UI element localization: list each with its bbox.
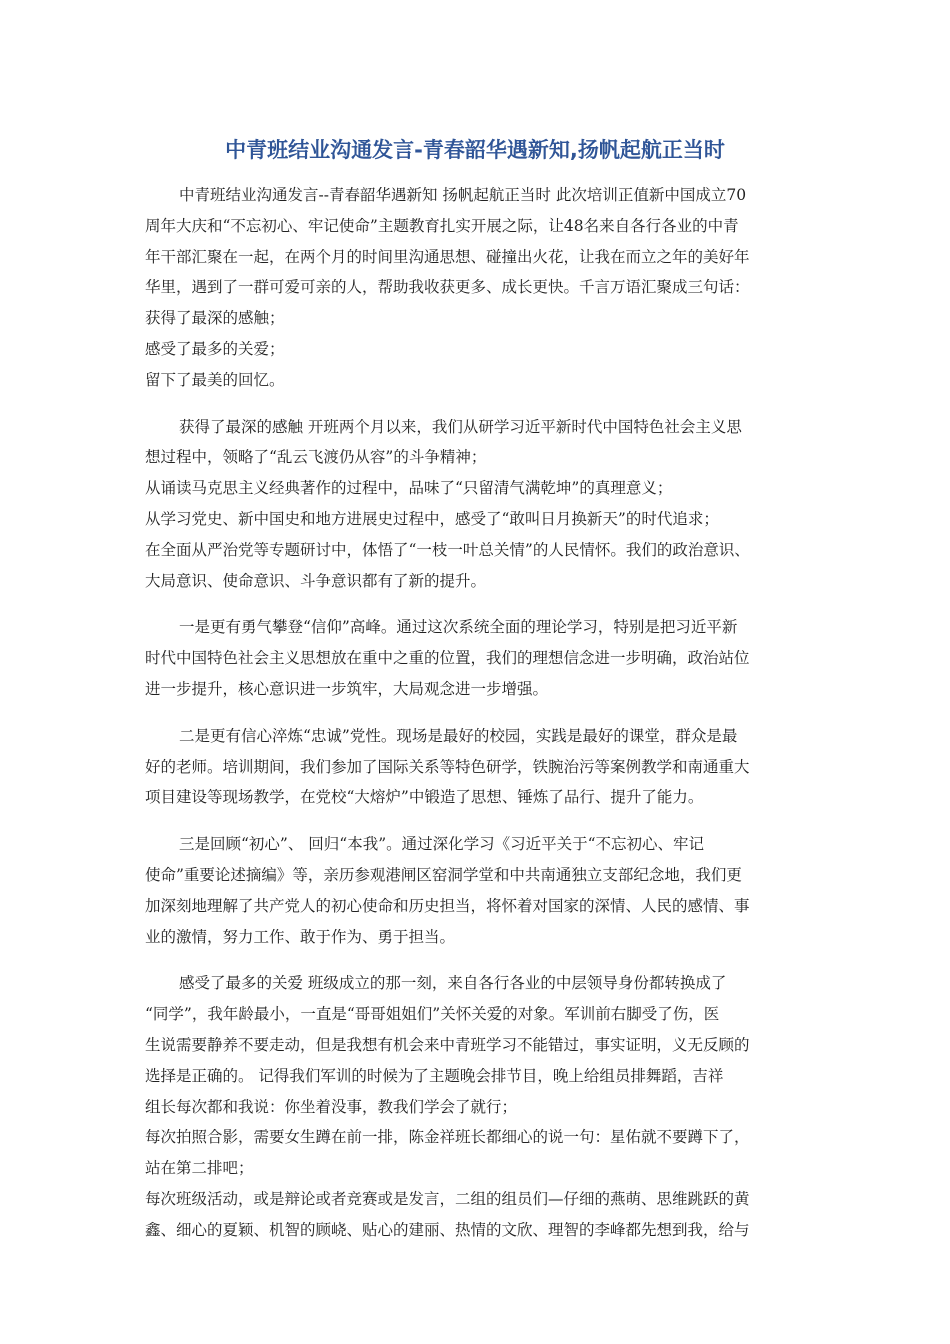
text-line: 项目建设等现场教学，在党校“大熔炉”中锻造了思想、锤炼了品行、提升了能力。: [145, 788, 704, 807]
paragraph: [145, 412, 815, 597]
text-line: 大局意识、使命意识、斗争意识都有了新的提升。: [145, 571, 487, 590]
text-line: 选择是正确的。 记得我们军训的时候为了主题晚会排节目，晚上给组员排舞蹈，吉祥: [145, 1066, 724, 1085]
document-title: 中青班结业沟通发言-青春韶华遇新知,扬帆起航正当时: [225, 138, 725, 162]
text-line: 从学习党史、新中国史和地方进展史过程中，感受了“敢叫日月换新天”的时代追求；: [145, 509, 719, 528]
paragraph-gap: [145, 952, 815, 968]
text-line: 进一步提升，核心意识进一步筑牢，大局观念进一步增强。: [145, 679, 549, 698]
text-line: 年干部汇聚在一起，在两个月的时间里沟通思想、碰撞出火花，让我在而立之年的美好年: [145, 247, 750, 266]
text-line: 好的老师。培训期间，我们参加了国际关系等特色研学，铁腕治污等案例教学和南通重大: [145, 757, 750, 776]
text-line: 生说需要静养不要走动，但是我想有机会来中青班学习不能错过，事实证明，义无反顾的: [145, 1035, 750, 1054]
text-line: 获得了最深的感触 开班两个月以来，我们从研学习近平新时代中国特色社会主义思: [179, 417, 742, 436]
text-line: 业的激情，努力工作、敢于作为、勇于担当。: [145, 927, 456, 946]
paragraph: [145, 721, 815, 813]
text-line: 鑫、细心的夏颖、机智的顾峣、贴心的建丽、热情的文欣、理智的李峰都先想到我，给与: [145, 1220, 750, 1239]
paragraph: [145, 180, 815, 396]
text-line: 站在第二排吧；: [145, 1159, 254, 1178]
text-line: 使命”重要论述摘编》等，亲历参观港闸区窑洞学堂和中共南通独立支部纪念地，我们更: [145, 865, 742, 884]
text-line: 时代中国特色社会主义思想放在重中之重的位置，我们的理想信念进一步明确，政治站位: [145, 649, 750, 668]
paragraph: [145, 829, 815, 952]
text-line: 每次班级活动，或是辩论或者竞赛或是发言，二组的组员们—仔细的燕萌、思维跳跃的黄: [145, 1189, 750, 1208]
text-line: 中青班结业沟通发言--青春韶华遇新知 扬帆起航正当时 此次培训正值新中国成立70: [179, 186, 747, 204]
text-line: 感受了最多的关爱；: [145, 339, 285, 358]
text-line: 加深刻地理解了共产党人的初心使命和历史担当，将怀着对国家的深情、人民的感情、事: [145, 896, 750, 915]
paragraph: [145, 968, 815, 1245]
paragraph-gap: [145, 596, 815, 612]
text-line: 感受了最多的关爱 班级成立的那一刻，来自各行各业的中层领导身份都转换成了: [179, 974, 727, 993]
text-line: 想过程中，领略了“乱云飞渡仍从容”的斗争精神；: [145, 448, 487, 467]
text-line: 获得了最深的感触；: [145, 309, 285, 328]
text-line: “同学”，我年龄最小，一直是“哥哥姐姐们”关怀关爱的对象。军训前右脚受了伤，医: [145, 1005, 720, 1024]
document-body: [145, 180, 815, 1246]
text-line: 组长每次都和我说：你坐着没事，教我们学会了就行；: [145, 1097, 518, 1116]
text-line: 在全面从严治党等专题研讨中，体悟了“一枝一叶总关情”的人民情怀。我们的政治意识、: [145, 540, 750, 559]
text-line: 留下了最美的回忆。: [145, 370, 285, 389]
paragraph: [145, 612, 815, 704]
text-line: 一是更有勇气攀登“信仰”高峰。通过这次系统全面的理论学习，特别是把习近平新: [179, 618, 738, 637]
text-line: 二是更有信心淬炼“忠诚”党性。现场是最好的校园，实践是最好的课堂，群众是最: [179, 726, 738, 745]
paragraph-gap: [145, 813, 815, 829]
text-line: 每次拍照合影，需要女生蹲在前一排，陈金祥班长都细心的说一句：星佑就不要蹲下了，: [145, 1128, 750, 1147]
text-line: 周年大庆和“不忘初心、牢记使命”主题教育扎实开展之际，让48名来自各行各业的中青: [145, 216, 739, 235]
text-line: 从诵读马克思主义经典著作的过程中，品味了“只留清气满乾坤”的真理意义；: [145, 479, 673, 498]
paragraph-gap: [145, 396, 815, 412]
paragraph-gap: [145, 705, 815, 721]
text-line: 华里，遇到了一群可爱可亲的人，帮助我收获更多、成长更快。千言万语汇聚成三句话：: [145, 278, 750, 297]
text-line: 三是回顾“初心”、 回归“本我”。通过深化学习《习近平关于“不忘初心、牢记: [179, 835, 705, 854]
